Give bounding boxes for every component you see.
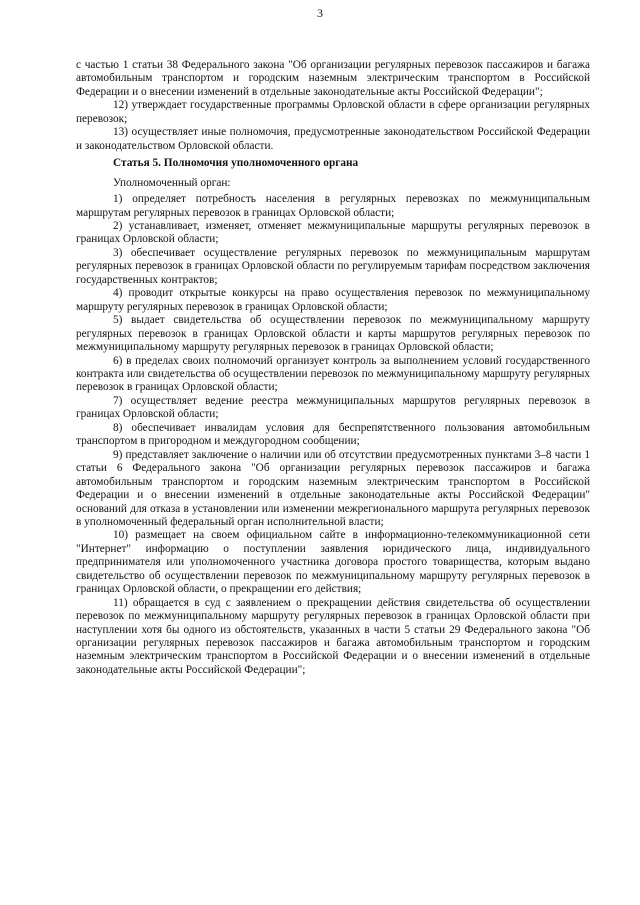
list-item: 2) устанавливает, изменяет, отменяет межмуниципальные маршруты регулярных перевозок в границах Орловской области; <box>76 219 590 246</box>
document-body <box>76 59 590 677</box>
page-number: 3 <box>317 6 323 20</box>
article-heading: Статья 5. Полномочия уполномоченного органа <box>113 157 359 170</box>
list-item: 11) обращается в суд с заявлением о прекращении действия свидетельства об осуществлении перевозок по межмуниципальному маршруту регулярных перевозок в границах Орловской области при наступлении хотя бы одного из обстоятельств, указанных в части 5 статьи 29 Федерального закона "Об организации регулярных перевозок пассажиров и багажа автомобильным транспортом и городским наземным электрическим транспортом в Российской Федерации и о внесении изменений в отдельные законодательные акты Российской Федерации"; <box>76 596 590 676</box>
list-item: 3) обеспечивает осуществление регулярных перевозок по межмуниципальным маршрутам регулярных перевозок в границах Орловской области по регулируемым тарифам посредством заключения государственных контрактов; <box>76 246 590 286</box>
list-item: 4) проводит открытые конкурсы на право осуществления перевозок по межмуниципальному маршруту регулярных перевозок в границах Орловской области; <box>76 287 590 313</box>
list-item: 8) обеспечивает инвалидам условия для беспрепятственного пользования автомобильным транспортом в пригородном и междугородном сообщении; <box>76 421 590 448</box>
list-item: 10) размещает на своем официальном сайте в информационно-телекоммуникационной сети "Интернет" информацию о поступлении заявления юридического лица, индивидуального предпринимателя или уполномоченного участника договора простого товарищества, которым выдано свидетельство об осуществлении перевозок по межмуниципальному маршруту регулярных перевозок в границах Орловской области, о прекращении его действия; <box>76 529 590 596</box>
paragraph-item-12: 12) утверждает государственные программы Орловской области в сфере организации регулярных перевозок; <box>76 99 590 125</box>
list-item: 5) выдает свидетельства об осуществлении перевозок по межмуниципальному маршруту регулярных перевозок в границах Орловской области и карты маршрутов регулярных перевозок по межмуниципальному маршруту регулярных перевозок в границах Орловской области; <box>76 314 590 354</box>
paragraph-item-13: 13) осуществляет иные полномочия, предусмотренные законодательством Российской Федерации и законодательством Орловской области. <box>76 126 590 152</box>
list-item: 1) определяет потребность населения в регулярных перевозках по межмуниципальным маршрутам регулярных перевозок в границах Орловской области; <box>76 193 590 219</box>
paragraph-continuation: с частью 1 статьи 38 Федерального закона "Об организации регулярных перевозок пассажиров и багажа автомобильным транспортом и городским наземным электрическим транспортом в Российской Федерации и о внесении изменений в отдельные законодательные акты Российской Федерации"; <box>76 59 590 98</box>
article-lead: Уполномоченный орган: <box>113 176 231 189</box>
list-item: 6) в пределах своих полномочий организует контроль за выполнением условий государственного контракта или свидетельства об осуществлении перевозок по межмуниципальному маршруту регулярных перевозок в границах Орловской области; <box>76 354 590 394</box>
list-item: 9) представляет заключение о наличии или об отсутствии предусмотренных пунктами 3–8 части 1 статьи 6 Федерального закона "Об организации регулярных перевозок пассажиров и багажа автомобильным транспортом и городским наземным электрическим транспортом в Российской Федерации и о внесении изменений в отдельные законодательные акты Российской Федерации" оснований для отказа в установлении или изменении межрегионального маршрута регулярных перевозок в уполномоченный федеральный орган исполнительной власти; <box>76 448 590 528</box>
list-item: 7) осуществляет ведение реестра межмуниципальных маршрутов регулярных перевозок в границах Орловской области; <box>76 394 590 421</box>
